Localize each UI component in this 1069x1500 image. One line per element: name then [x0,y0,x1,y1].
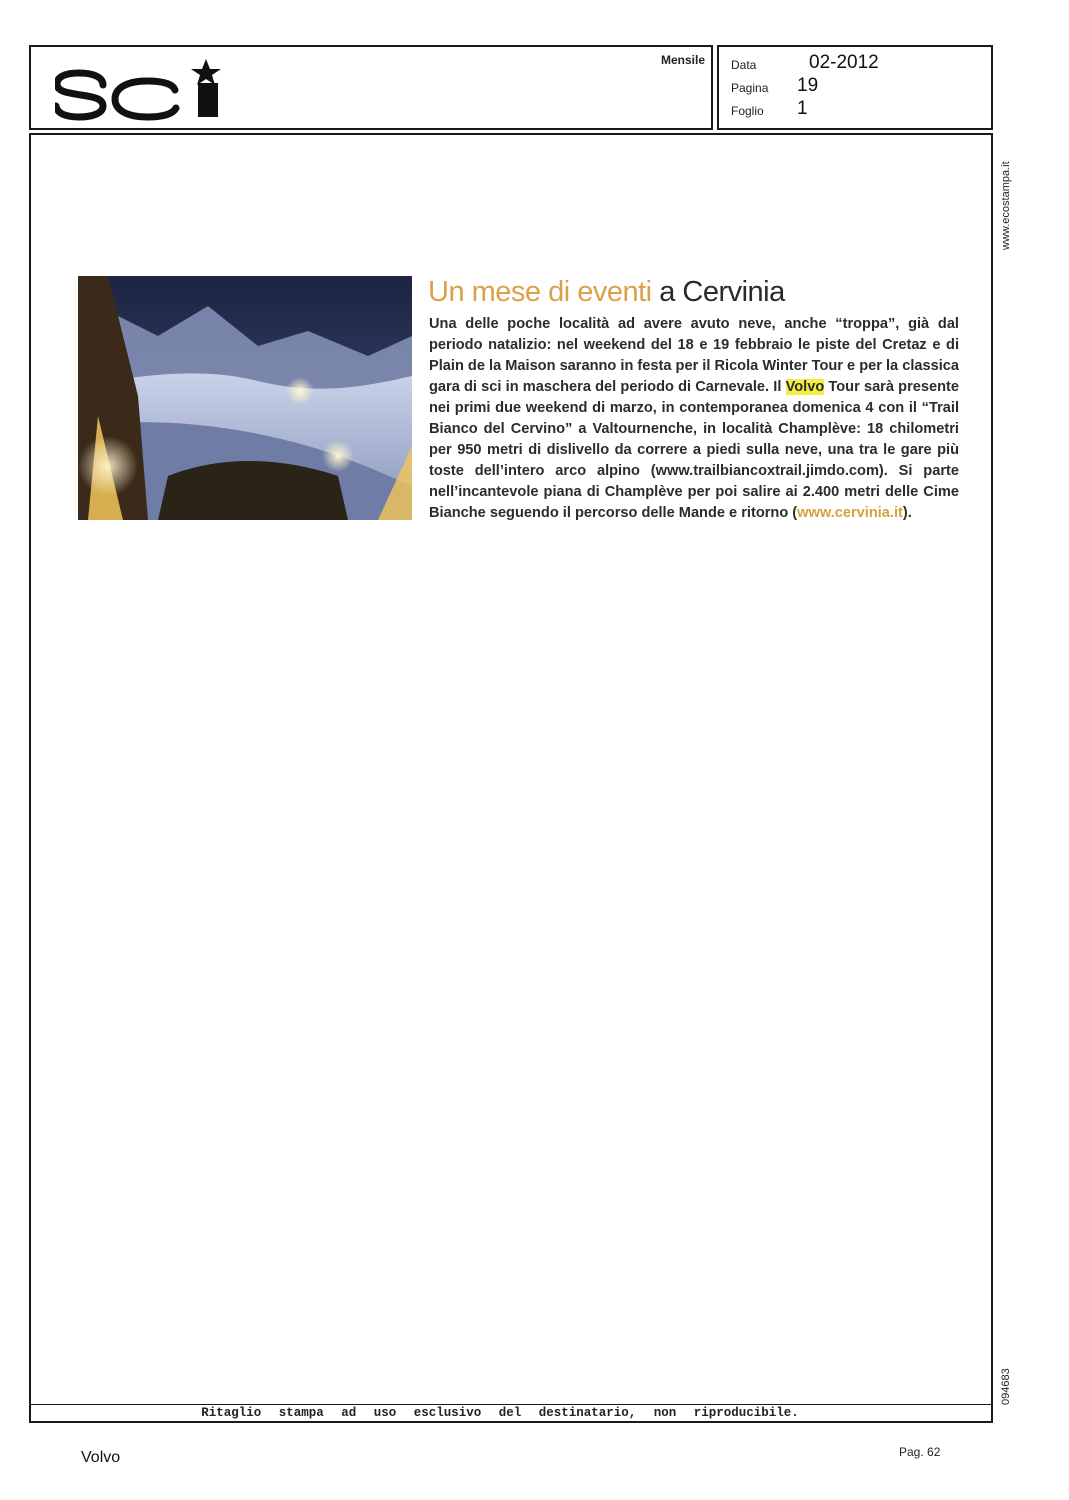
periodicity-label: Mensile [660,53,705,67]
article-headline [428,276,785,309]
body-text-3: ). [902,505,912,521]
cervinia-night-photo [78,276,412,520]
foglio-label: Foglio [731,104,764,118]
source-url: www.ecostampa.it [1000,161,1012,250]
body-text-2: Tour sarà presente nei primi due weekend di marzo, in contemporanea domenica 4 con il “Trail Bianco del Cervino” a Valtournenche, in località Champlève: 18 chilometri per 950 metri di dislivello da correre a piedi sulla neve, una tra le gare più toste dell’intero arco alpino (www.trailbiancoxtrail.jimdo.com). Si parte nell’incantevole piana di Champlève per poi salire ai 2.400 metri delle Cime Bianche seguendo il percorso delle Mande e ritorno ( [429,379,959,521]
headline-part2: a Cervinia [659,276,785,308]
highlighted-keyword: Volvo [785,379,825,395]
document-code: 094683 [1000,1368,1012,1405]
disclaimer-text: Ritaglio stampa ad uso esclusivo del destinatario, non riproducibile. [201,1406,799,1420]
headline-part1: Un mese di eventi [428,276,652,308]
masthead-box [29,45,713,130]
pagina-value: 19 [797,75,819,96]
pagina-label: Pagina [731,81,769,95]
article-body [429,314,959,524]
cervinia-link[interactable]: www.cervinia.it [797,505,903,521]
issue-info-box [717,45,993,130]
data-value: 02-2012 [809,52,879,73]
sci-logo [55,57,225,121]
foglio-value: 1 [797,98,808,119]
data-label: Data [731,58,757,72]
page-number: Pag. 62 [899,1445,941,1459]
client-name: Volvo [81,1449,121,1466]
body-text-1: Una delle poche località ad avere avuto neve, anche “troppa”, già dal periodo natalizio: nel weekend del 18 e 19 febbraio le piste del Cretaz e di Plain de la Maison saranno in festa per il Ricola Winter Tour e per la classica gara di sci in maschera del periodo di Carnevale. Il [429,316,960,395]
